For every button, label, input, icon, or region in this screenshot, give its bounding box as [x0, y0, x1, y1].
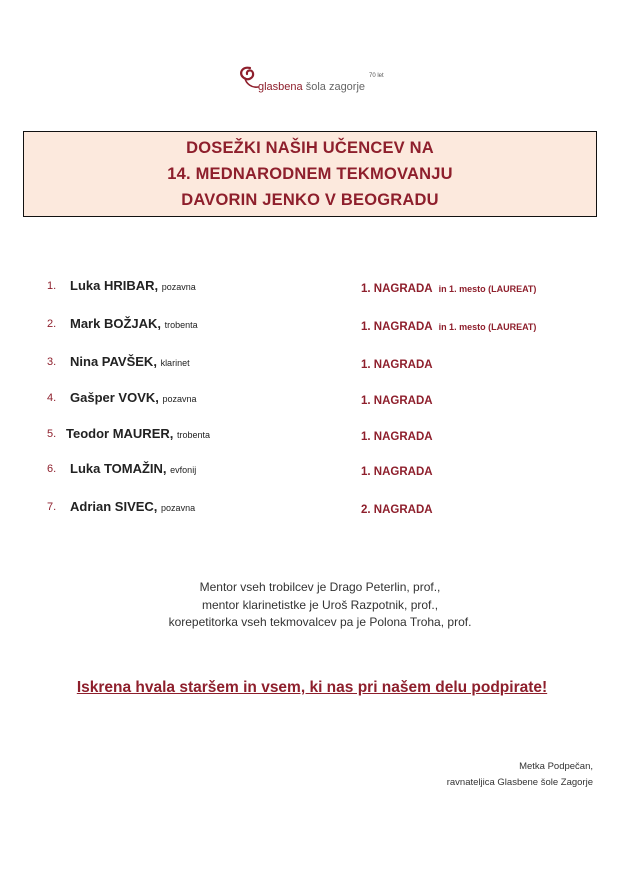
student-instrument: pozavna — [161, 503, 196, 513]
list-item — [0, 277, 620, 297]
student-name — [70, 461, 196, 476]
logo-brand: glasbena — [258, 81, 303, 93]
student-name — [66, 426, 210, 441]
award-label: 1. NAGRADA — [361, 431, 433, 443]
award-label: 2. NAGRADA — [361, 504, 433, 516]
item-number: 1. — [47, 280, 57, 292]
student-instrument: trobenta — [164, 320, 198, 330]
student-instrument: trobenta — [177, 430, 211, 440]
student-name — [70, 354, 190, 369]
item-number: 5. — [47, 428, 57, 440]
item-number: 6. — [47, 463, 57, 475]
list-item — [0, 425, 620, 445]
student-instrument: pozavna — [162, 394, 197, 404]
student-name-text: Adrian SIVEC, — [70, 499, 158, 514]
student-name-text: Gašper VOVK, — [70, 390, 159, 405]
student-name-text: Luka HRIBAR, — [70, 278, 159, 293]
student-instrument: klarinet — [160, 358, 190, 368]
mentors-line-2: mentor klarinetistke je Uroš Razpotnik, prof., — [201, 597, 439, 612]
student-name-text: Teodor MAURER, — [66, 426, 174, 441]
list-item — [0, 498, 620, 518]
award — [361, 279, 536, 297]
signature-role: ravnateljica Glasbene šole Zagorje — [446, 777, 593, 788]
signature-name: Metka Podpečan, — [519, 761, 593, 772]
mentors-line-1: Mentor vseh trobilcev je Drago Peterlin, prof., — [199, 580, 441, 594]
award-label: 1. NAGRADA — [361, 321, 433, 333]
list-item — [0, 353, 620, 373]
award — [361, 500, 439, 518]
school-logo — [236, 62, 396, 102]
student-name — [70, 316, 198, 331]
logo-rest: šola zagorje — [302, 81, 366, 93]
title-line-3: DAVORIN JENKO V BEOGRADU — [181, 191, 439, 209]
student-name — [70, 278, 196, 293]
award-label: 1. NAGRADA — [361, 395, 433, 407]
award — [361, 355, 439, 373]
student-name-text: Mark BOŽJAK, — [70, 316, 162, 331]
item-number: 4. — [47, 392, 57, 404]
item-number: 3. — [47, 356, 57, 368]
logo-anniversary: 70 let — [369, 73, 384, 79]
student-name — [70, 499, 195, 514]
item-number: 7. — [47, 501, 57, 513]
student-instrument: pozavna — [161, 282, 196, 292]
award-label: 1. NAGRADA — [361, 466, 433, 478]
title-box — [23, 131, 597, 217]
item-number: 2. — [47, 318, 57, 330]
list-item — [0, 389, 620, 409]
award — [361, 391, 439, 409]
award-extra: in 1. mesto (LAUREAT) — [438, 284, 537, 294]
list-item — [0, 460, 620, 480]
title-line-1: DOSEŽKI NAŠIH UČENCEV NA — [186, 139, 434, 157]
title-line-2: 14. MEDNARODNEM TEKMOVANJU — [167, 165, 453, 183]
student-name-text: Nina PAVŠEK, — [70, 354, 157, 369]
award-label: 1. NAGRADA — [361, 359, 433, 371]
award — [361, 427, 439, 445]
student-name — [70, 390, 197, 405]
award-label: 1. NAGRADA — [361, 283, 433, 295]
mentors-line-3: korepetitorka vseh tekmovalcev pa je Polona Troha, prof. — [168, 615, 472, 629]
student-instrument: evfonij — [170, 465, 197, 475]
award-extra: in 1. mesto (LAUREAT) — [438, 322, 537, 332]
thanks-message: Iskrena hvala staršem in vsem, ki nas pri našem delu podpirate! — [76, 679, 548, 696]
award — [361, 462, 439, 480]
student-name-text: Luka TOMAŽIN, — [70, 461, 167, 476]
signature — [447, 759, 593, 791]
award — [361, 317, 536, 335]
list-item — [0, 315, 620, 335]
logo-text — [258, 81, 365, 93]
mentors-paragraph — [0, 579, 620, 632]
